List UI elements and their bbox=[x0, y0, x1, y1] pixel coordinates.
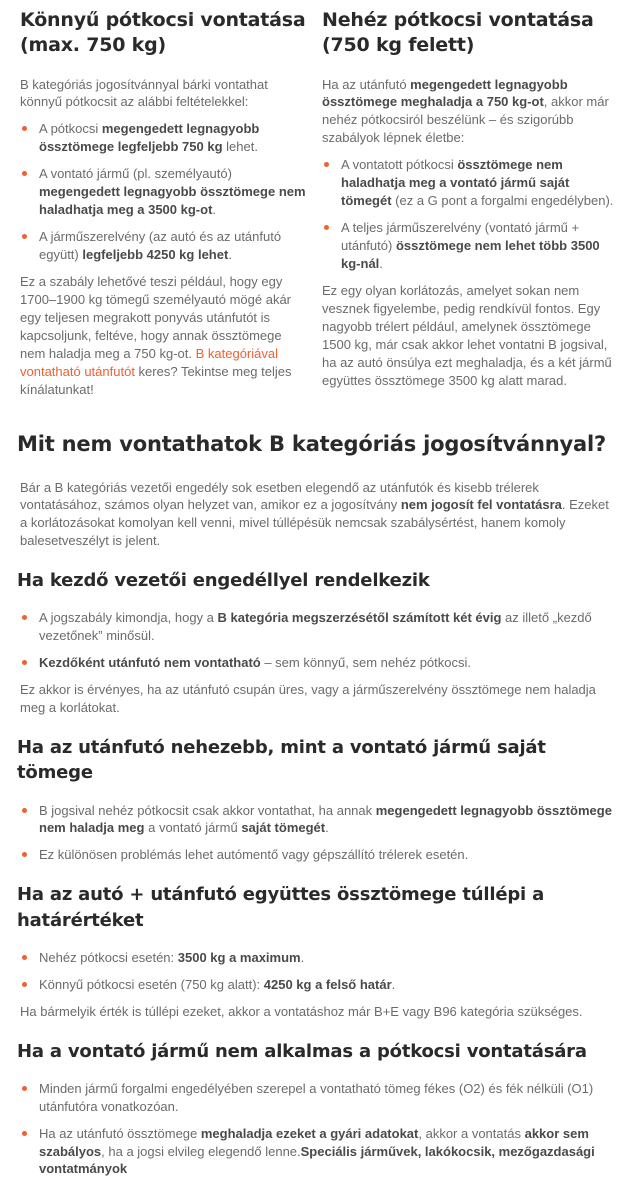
light-trailer-list bbox=[20, 120, 310, 264]
list-item: A járműszerelvény (az autó és az utánfutó együtt) legfeljebb 4250 kg lehet. bbox=[20, 228, 310, 264]
novice-driver-heading: Ha kezdő vezetői engedéllyel rendelkezik bbox=[17, 570, 430, 592]
list-item: Kezdőként utánfutó nem vontatható – sem könnyű, sem nehéz pótkocsi. bbox=[20, 654, 617, 672]
light-trailer-intro: B kategóriás jogosítvánnyal bárki vontathat könnyű pótkocsit az alábbi feltételekkel: bbox=[20, 76, 268, 110]
combined-weight-outro: Ha bármelyik érték is túllépi ezeket, akkor a vontatáshoz már B+E vagy B96 kategória szükséges. bbox=[20, 1003, 583, 1019]
trailer-offer-link[interactable]: B kategóriával vontatható utánfutót bbox=[20, 345, 278, 379]
heavier-trailer-heading: Ha az utánfutó nehezebb, mint a vontató jármű saját tömege bbox=[17, 737, 546, 784]
heavy-trailer-title: Nehéz pótkocsi vontatása (750 kg felett) bbox=[322, 9, 594, 57]
list-item: A pótkocsi megengedett legnagyobb össztömege legfeljebb 750 kg lehet. bbox=[20, 120, 310, 156]
restrictions-heading: Mit nem vontathatok B kategóriás jogosítvánnyal? bbox=[17, 431, 606, 456]
combined-weight-heading: Ha az autó + utánfutó együttes össztömege túllépi a határértéket bbox=[17, 884, 545, 931]
heavy-trailer-list bbox=[322, 156, 617, 273]
list-item: Ha az utánfutó össztömege meghaladja ezeket a gyári adatokat, akkor a vontatás akkor sem szabályos, ha a jogsi elvileg elegendő lenne.Speciális járművek, lakókocsik, mezőgazdasági vontatmányok bbox=[20, 1125, 617, 1179]
heavy-trailer-column bbox=[322, 8, 617, 408]
two-column-section bbox=[20, 8, 617, 408]
list-item: Nehéz pótkocsi esetén: 3500 kg a maximum. bbox=[20, 949, 617, 967]
list-item: A vontatott pótkocsi össztömege nem haladhatja meg a vontató jármű saját tömegét (ez a G pont a forgalmi engedélyben). bbox=[322, 156, 617, 210]
list-item: Könnyű pótkocsi esetén (750 kg alatt): 4250 kg a felső határ. bbox=[20, 976, 617, 994]
list-item: B jogsival nehéz pótkocsit csak akkor vontathat, ha annak megengedett legnagyobb össztömege nem haladja meg a vontató jármű saját tömegét. bbox=[20, 802, 617, 838]
list-item: Ez különösen problémás lehet autómentő vagy gépszállító trélerek esetén. bbox=[20, 846, 617, 864]
light-trailer-outro: Ez a szabály lehetővé teszi például, hogy egy 1700–1900 kg tömegű személyautó mögé akár egy teljesen megrakott ponyvás utánfutót is kapcsoljunk, feltéve, hogy annak össztömege nem haladja meg a 750 kg-ot. B kategóriával vontatható utánfutót keres? Tekintse meg teljes kínálatunkat! bbox=[20, 273, 292, 397]
restrictions-intro: Bár a B kategóriás vezetői engedély sok esetben elegendő az utánfutók és kisebb trélerek vontatásához, számos olyan helyzet van, amikor ez a jogosítvány nem jogosít fel vontatásra. Ezeket a korlátozásokat komolyan kell venni, mivel túllépésük nemcsak szabálysértést, hanem komoly balesetveszélyt is jelent. bbox=[20, 479, 609, 549]
heavy-trailer-outro: Ez egy olyan korlátozás, amelyet sokan nem vesznek figyelembe, pedig rendkívül fontos. Egy nagyobb trélert például, amelynek össztömege 1500 kg, már csak akkor lehet vontatni B jogsival, ha az autó önsúlya ezt meghaladja, és a két jármű együttes össztömege 3500 kg alatt marad. bbox=[322, 282, 612, 388]
list-item: Minden jármű forgalmi engedélyében szerepel a vontatható tömeg fékes (O2) és fék nélküli (O1) utánfutóra vonatkozóan. bbox=[20, 1080, 617, 1116]
unsuitable-vehicle-list bbox=[20, 1080, 617, 1179]
restrictions-section bbox=[17, 430, 617, 1179]
combined-weight-list bbox=[20, 949, 617, 994]
heavier-trailer-list bbox=[20, 802, 617, 865]
list-item: A teljes járműszerelvény (vontató jármű + utánfutó) össztömege nem lehet több 3500 kg-nál. bbox=[322, 219, 617, 273]
light-trailer-title: Könnyű pótkocsi vontatása (max. 750 kg) bbox=[20, 9, 306, 57]
list-item: A jogszabály kimondja, hogy a B kategória megszerzésétől számított két évig az illető „kezdő vezetőnek” minősül. bbox=[20, 609, 617, 645]
novice-driver-list bbox=[20, 609, 617, 672]
heavy-trailer-intro: Ha az utánfutó megengedett legnagyobb össztömege meghaladja a 750 kg-ot, akkor már nehéz pótkocsiról beszélünk – és szigorúbb szabályok lépnek életbe: bbox=[322, 76, 609, 146]
light-trailer-column bbox=[20, 8, 310, 408]
list-item: A vontató jármű (pl. személyautó) megengedett legnagyobb össztömege nem haladhatja meg a 3500 kg-ot. bbox=[20, 165, 310, 219]
unsuitable-vehicle-heading: Ha a vontató jármű nem alkalmas a pótkocsi vontatására bbox=[17, 1040, 587, 1062]
novice-driver-outro: Ez akkor is érvényes, ha az utánfutó csupán üres, vagy a járműszerelvény össztömege nem haladja meg a korlátokat. bbox=[20, 682, 596, 716]
